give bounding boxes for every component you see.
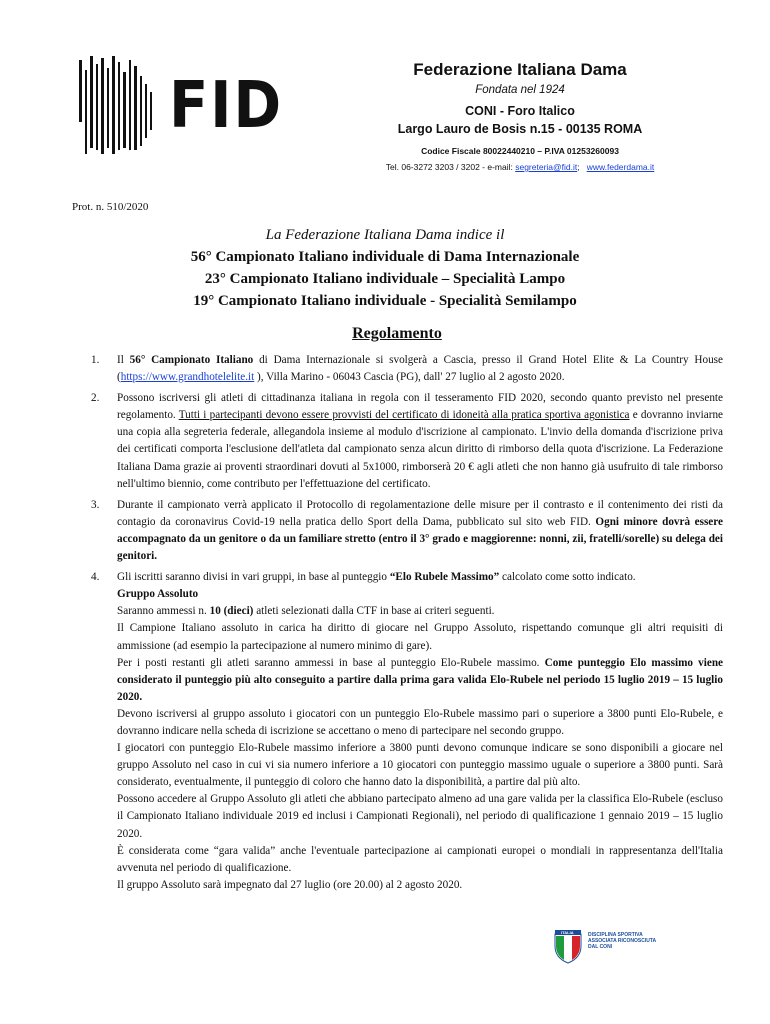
text-run: Per i posti restanti gli atleti saranno ammessi in base al punteggio Elo-Rubele massimo. xyxy=(117,656,545,669)
text-run: Gli iscritti saranno divisi in vari gruppi, in base al punteggio xyxy=(117,571,390,584)
paragraph: Devono iscriversi al gruppo assoluto i giocatori con un punteggio Elo-Rubele massimo pari o superiore a 3800 punti Elo-Rubele, e dovranno indicare nella scheda di iscrizione se accettano o meno di partecipare nel secondo gruppo. xyxy=(117,707,723,737)
contacts-separator: ; xyxy=(577,162,587,172)
intro-line: La Federazione Italiana Dama indice il xyxy=(265,227,505,243)
text-run-bold: 10 (dieci) xyxy=(209,605,254,618)
title-line-2: 23° Campionato Italiano individuale – Specialità Lampo xyxy=(204,271,566,287)
paragraph: È considerata come “gara valida” anche l'eventuale partecipazione ai campionati europei o mondiali in rappresentanza dell'Italia avvenuta nel periodo di qualificazione. xyxy=(117,844,723,874)
badge-line-2: ASSOCIATA RICONOSCIUTA xyxy=(588,938,657,944)
text-run-bold: Ogni minore dovrà essere accompagnato da un genitore o da un familiare stretto (entro il 3° grado e maggiorenne: nonni, zii, fratelli/sorelle) su delega dei genitori. xyxy=(117,515,723,563)
item-text xyxy=(117,497,723,565)
list-item xyxy=(91,390,723,493)
text-run: atleti selezionati dalla CTF in base ai criteri seguenti. xyxy=(253,605,495,618)
email-link[interactable]: segreteria@fid.it xyxy=(515,162,578,172)
fiscal-line: Codice Fiscale 80022440210 – P.IVA 01253260093 xyxy=(421,146,619,156)
regulation-body xyxy=(91,352,723,898)
badge-caption xyxy=(588,932,656,950)
fid-logo xyxy=(77,56,287,156)
text-run: calcolato come sotto indicato. xyxy=(499,571,636,584)
hotel-link[interactable]: https://www.grandhotelelite.it xyxy=(120,371,255,384)
text-run: Il xyxy=(117,354,130,366)
text-run-bold: “Elo Rubele Massimo” xyxy=(389,571,500,584)
coni-line: CONI - Foro Italico xyxy=(465,104,575,118)
title-line-3: 19° Campionato Italiano individuale - Specialità Semilampo xyxy=(193,293,577,309)
badge-flag-text: ITALIA xyxy=(561,930,574,935)
badge-line-3: DAL CONI xyxy=(588,944,613,950)
text-run-bold: Come punteggio Elo massimo viene considerato il punteggio più alto conseguito a partire dalla prima gara valida Elo-Rubele nel periodo 15 luglio 2019 – 15 luglio 2020. xyxy=(117,656,724,703)
item-text xyxy=(117,352,723,386)
item-number: 2. xyxy=(91,392,100,405)
paragraph xyxy=(117,655,723,706)
paragraph: Il Campione Italiano assoluto in carica ha diritto di giocare nel Gruppo Assoluto, rispettando comunque gli altri requisiti di ammissione (ad esempio la partecipazione al numero minimo di gare). xyxy=(117,622,723,652)
contacts-line xyxy=(300,162,740,172)
list-item xyxy=(91,352,723,386)
org-name: Federazione Italiana Dama xyxy=(413,60,627,79)
list-item xyxy=(91,497,723,565)
paragraph: I giocatori con punteggio Elo-Rubele massimo inferiore a 3800 punti devono comunque indicare se sono disponibili a giocare nel gruppo Assoluto nel caso in cui vi sia numero inferiore a 10 giocatori con punteggio massimo uguale o superiore a 3800 punti. Sarà considerato, eventualmente, il punteggio di coloro che hanno dato la disponibilità, a partire dal più alto. xyxy=(117,742,723,789)
text-run-underlined: Tutti i partecipanti devono essere provvisti del certificato di idoneità alla pratica sportiva agonistica xyxy=(178,409,630,422)
founded-line: Fondata nel 1924 xyxy=(475,84,565,96)
paragraph: Possono accedere al Gruppo Assoluto gli atleti che abbiano partecipato almeno ad una gare valida per la classifica Elo-Rubele (escluso il Campionato Italiano individuale 2019 ed inclusi i Campionati Regionali), nel periodo di qualificazione 1 gennaio 2019 – 15 luglio 2020. xyxy=(117,793,723,840)
title-line-1: 56° Campionato Italiano individuale di Dama Internazionale xyxy=(190,249,580,265)
text-run: Saranno ammessi n. xyxy=(117,605,210,618)
item-number: 4. xyxy=(91,571,100,584)
item-number: 3. xyxy=(91,498,100,511)
logo-text: FID xyxy=(169,69,283,143)
text-run: e dovranno inviarne una copia alla segreteria federale, allegandola insieme al modulo d'iscrizione al campionato. L'invio della domanda d'iscrizione priva dei certificati comporta l'esclusione dell'atleta dal campionato senza alcun diritto di rimborso della quota d'iscrizione. La Federazione Italiana Dama grazie ai proventi straordinari dovuti al 5x1000, rimborserà 20 € agli atleti che non hanno già usufruito di tale rimborso nell'ultimo biennio, come contributo per l'effettuazione del certificato. xyxy=(117,409,724,490)
contacts-prefix: Tel. 06-3272 3203 / 3202 - e-mail: xyxy=(385,162,516,172)
text-run-bold: 56° Campionato Italiano xyxy=(129,354,254,366)
paragraph xyxy=(117,603,723,620)
gruppo-heading: Gruppo Assoluto xyxy=(117,588,199,601)
text-run: Durante il campionato verrà applicato il Protocollo di regolamentazione delle misure per il contrasto e il contenimento dei risti da contagio da coronavirus Covid-19 nella pratica dello Sport della Dama, pubblicato sul sito web FID. xyxy=(117,498,723,528)
list-item xyxy=(91,569,723,894)
text-run: ), Villa Marino - 06043 Cascia (PG), dall' 27 luglio al 2 agosto 2020. xyxy=(254,371,565,384)
protocol-number: Prot. n. 510/2020 xyxy=(72,201,149,213)
paragraph: Il gruppo Assoluto sarà impegnato dal 27 luglio (ore 20.00) al 2 agosto 2020. xyxy=(117,878,463,891)
text-run: Possono iscriversi gli atleti di cittadinanza italiana in regola con il tesseramento FID 2020, secondo quanto previsto nel presente regolamento. xyxy=(117,392,723,422)
badge-line-1: DISCIPLINA SPORTIVA xyxy=(588,932,643,938)
item-text xyxy=(117,390,723,493)
regolamento-title: Regolamento xyxy=(352,325,442,342)
website-link[interactable]: www.federdama.it xyxy=(586,162,655,172)
item-number: 1. xyxy=(91,354,100,366)
document-titles xyxy=(60,224,710,312)
address-line: Largo Lauro de Bosis n.15 - 00135 ROMA xyxy=(397,122,643,136)
item-text xyxy=(117,569,723,586)
text-run: di Dama Internazionale si svolgerà a Cascia, presso il Grand Hotel Elite & La Country House ( xyxy=(117,354,723,384)
letterhead xyxy=(300,58,740,172)
